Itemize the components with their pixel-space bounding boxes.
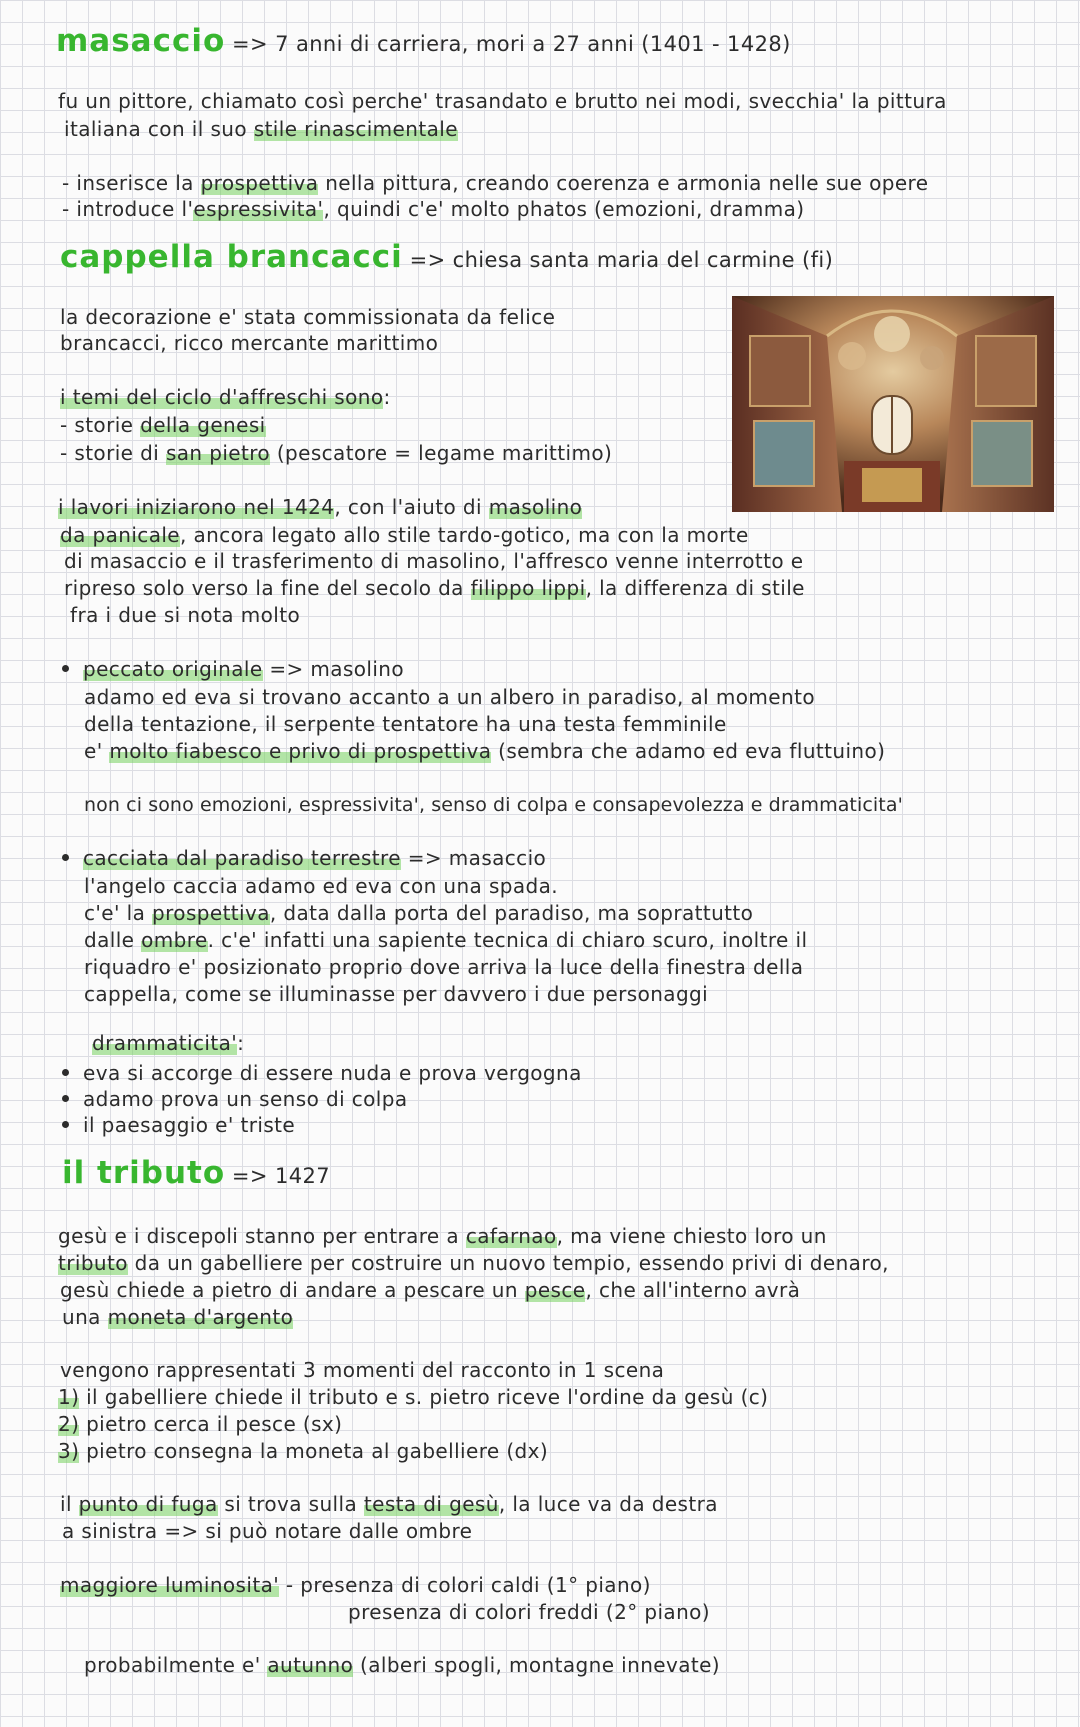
luminosita-line-1: [60, 1572, 651, 1598]
bullet-dot: [62, 854, 69, 861]
highlight-espressivita: espressivita': [193, 197, 324, 221]
highlight-prospettiva-2: prospettiva: [152, 901, 270, 925]
highlight-tributo: tributo: [58, 1251, 128, 1275]
intro-text: italiana con il suo: [64, 117, 254, 141]
moment-number: 1): [58, 1385, 80, 1409]
peccato-arrow: => masolino: [269, 657, 405, 681]
brancacci-theme-1: [60, 412, 266, 438]
highlight-cafarnao: cafarnao: [465, 1224, 557, 1248]
masaccio-meta: => 7 anni di carriera, mori a 27 anni (1401 - 1428): [232, 32, 791, 56]
luminosita-text: - presenza di colori caldi (1° piano): [285, 1573, 651, 1597]
highlight-prospettiva: prospettiva: [200, 171, 319, 195]
brancacci-p2-3: di masaccio e il trasferimento di masolino, l'affresco venne interrotto e: [64, 549, 804, 573]
theme-text: - storie di: [60, 441, 166, 465]
fuga-text: si trova sulla: [217, 1492, 364, 1516]
masaccio-title: masaccio: [56, 23, 226, 59]
dramma-item-3: [62, 1112, 295, 1138]
cacciata-l2: [84, 900, 753, 926]
cacciata-text: , data dalla porta del paradiso, ma soprattutto: [269, 901, 754, 925]
dramma-label-line: [92, 1030, 244, 1056]
brancacci-p2-1: [58, 494, 582, 520]
dramma-item-1: [62, 1060, 582, 1086]
p2-text: , la differenza di stile: [585, 576, 805, 600]
highlight-stile: stile rinascimentale: [253, 117, 458, 141]
fuga-line-2: a sinistra => si può notare dalle ombre: [62, 1519, 473, 1543]
autunno-line: [84, 1652, 720, 1678]
p2-text: , ancora legato allo stile tardo-gotico, ma con la morte: [180, 523, 749, 547]
autunno-text: probabilmente e': [84, 1653, 268, 1677]
theme-text: - storie: [60, 413, 141, 437]
masaccio-item-2: [62, 196, 805, 222]
cacciata-l5: cappella, come se illuminasse per davvero i due personaggi: [84, 982, 709, 1006]
tributo-text: gesù chiede a pietro di andare a pescare un: [60, 1278, 525, 1302]
moment-2: [58, 1411, 342, 1437]
moment-number: 3): [58, 1439, 80, 1463]
peccato-title: peccato originale: [83, 657, 263, 681]
themes-label: i temi del ciclo d'affreschi sono: [60, 385, 384, 409]
cacciata-l4: riquadro e' posizionato proprio dove arriva la luce della finestra della: [84, 955, 804, 979]
cacciata-text: c'e' la: [84, 901, 153, 925]
tributo-text: una: [62, 1305, 108, 1329]
highlight-genesi: della genesi: [140, 413, 266, 437]
bullet-dot: [62, 665, 69, 672]
dramma-item-2: [62, 1086, 408, 1112]
tributo-text: , ma viene chiesto loro un: [556, 1224, 827, 1248]
brancacci-p1-1: la decorazione e' stata commissionata da felice: [60, 305, 556, 329]
themes-colon: :: [383, 385, 391, 409]
tributo-text: , che all'interno avrà: [585, 1278, 801, 1302]
highlight-ombre: ombre: [141, 928, 208, 952]
tributo-p1-3: [60, 1277, 800, 1303]
brancacci-themes-label: [60, 384, 391, 410]
chapel-photo: [732, 296, 1054, 512]
cacciata-l3: [84, 927, 807, 953]
highlight-lippi: filippo lippi: [470, 576, 586, 600]
peccato-text: e': [84, 739, 110, 763]
moment-text: pietro cerca il pesce (sx): [79, 1412, 343, 1436]
masaccio-item-1: [62, 170, 928, 196]
highlight-testa-gesu: testa di gesù: [363, 1492, 499, 1516]
peccato-l3: [84, 738, 885, 764]
item-text: , quindi c'e' molto phatos (emozioni, dramma): [323, 197, 805, 221]
chapel-fresco-image: [732, 296, 1054, 512]
highlight-panicale: da panicale: [60, 523, 181, 547]
brancacci-p2-4: [64, 575, 805, 601]
cacciata-title: cacciata dal paradiso terrestre: [83, 846, 401, 870]
p2-text: ripreso solo verso la fine del secolo da: [64, 576, 471, 600]
peccato-l2: della tentazione, il serpente tentatore ha una testa femminile: [84, 712, 727, 736]
moments-intro: vengono rappresentati 3 momenti del racconto in 1 scena: [60, 1358, 665, 1382]
tributo-text: gesù e i discepoli stanno per entrare a: [58, 1224, 466, 1248]
luminosita-line-2: presenza di colori freddi (2° piano): [348, 1600, 711, 1624]
brancacci-p2-5: fra i due si nota molto: [70, 603, 301, 627]
moment-text: pietro consegna la moneta al gabelliere (dx): [79, 1439, 549, 1463]
highlight-san-pietro: san pietro: [165, 441, 271, 465]
tributo-heading-line: [62, 1155, 331, 1191]
dramma-text: eva si accorge di essere nuda e prova vergogna: [83, 1061, 582, 1085]
moment-number: 2): [58, 1412, 80, 1436]
autunno-text: (alberi spogli, montagne innevate): [353, 1653, 721, 1677]
cacciata-text: dalle: [84, 928, 142, 952]
masaccio-intro-1: fu un pittore, chiamato così perche' trasandato e brutto nei modi, svecchia' la pittura: [58, 89, 947, 113]
item-text: nella pittura, creando coerenza e armonia nelle sue opere: [318, 171, 929, 195]
highlight-1424: i lavori iniziarono nel 1424: [58, 495, 335, 519]
peccato-l1: adamo ed eva si trovano accanto a un albero in paradiso, al momento: [84, 685, 815, 709]
peccato-text: (sembra che adamo ed eva fluttuino): [491, 739, 886, 763]
highlight-fiabesco: molto fiabesco e privo di prospettiva: [109, 739, 492, 763]
tributo-text: da un gabelliere per costruire un nuovo tempio, essendo privi di denaro,: [127, 1251, 889, 1275]
highlight-autunno: autunno: [267, 1653, 354, 1677]
tributo-title: il tributo: [62, 1155, 226, 1191]
cacciata-arrow: => masaccio: [407, 846, 547, 870]
tributo-p1-4: [62, 1304, 293, 1330]
moment-1: [58, 1384, 768, 1410]
cacciata-l1: l'angelo caccia adamo ed eva con una spada.: [84, 874, 559, 898]
tributo-year: => 1427: [231, 1164, 331, 1188]
tributo-p1-1: [58, 1223, 827, 1249]
masaccio-intro-2: [64, 116, 458, 142]
highlight-masolino: masolino: [488, 495, 583, 519]
item-text: - inserisce la: [62, 171, 201, 195]
peccato-l4: non ci sono emozioni, espressivita', senso di colpa e consapevolezza e drammaticita': [84, 794, 903, 816]
masaccio-heading-line: [56, 23, 791, 59]
theme-text: (pescatore = legame marittimo): [270, 441, 613, 465]
brancacci-p2-2: [60, 522, 749, 548]
dramma-text: il paesaggio e' triste: [83, 1113, 296, 1137]
highlight-pesce: pesce: [524, 1278, 586, 1302]
brancacci-p1-2: brancacci, ricco mercante marittimo: [60, 331, 439, 355]
p2-text: , con l'aiuto di: [334, 495, 489, 519]
item-text: - introduce l': [62, 197, 194, 221]
highlight-moneta: moneta d'argento: [107, 1305, 294, 1329]
bullet-dot: [62, 1121, 69, 1128]
moment-text: il gabelliere chiede il tributo e s. pietro riceve l'ordine da gesù (c): [79, 1385, 769, 1409]
bullet-dot: [62, 1095, 69, 1102]
dramma-colon: :: [237, 1031, 245, 1055]
cacciata-text: . c'e' infatti una sapiente tecnica di chiaro scuro, inoltre il: [207, 928, 808, 952]
brancacci-theme-2: [60, 440, 612, 466]
brancacci-meta: => chiesa santa maria del carmine (fi): [409, 248, 834, 272]
cacciata-heading: [62, 845, 546, 871]
fuga-text: il: [60, 1492, 79, 1516]
fuga-line-1: [60, 1491, 718, 1517]
fuga-text: , la luce va da destra: [498, 1492, 718, 1516]
bullet-dot: [62, 1069, 69, 1076]
brancacci-title: cappella brancacci: [60, 239, 403, 275]
moment-3: [58, 1438, 548, 1464]
highlight-punto-fuga: punto di fuga: [78, 1492, 218, 1516]
peccato-heading: [62, 656, 404, 682]
luminosita-label: maggiore luminosita': [60, 1573, 280, 1597]
dramma-label: drammaticita': [92, 1031, 238, 1055]
dramma-text: adamo prova un senso di colpa: [83, 1087, 408, 1111]
tributo-p1-2: [58, 1250, 889, 1276]
brancacci-heading-line: [60, 239, 834, 275]
